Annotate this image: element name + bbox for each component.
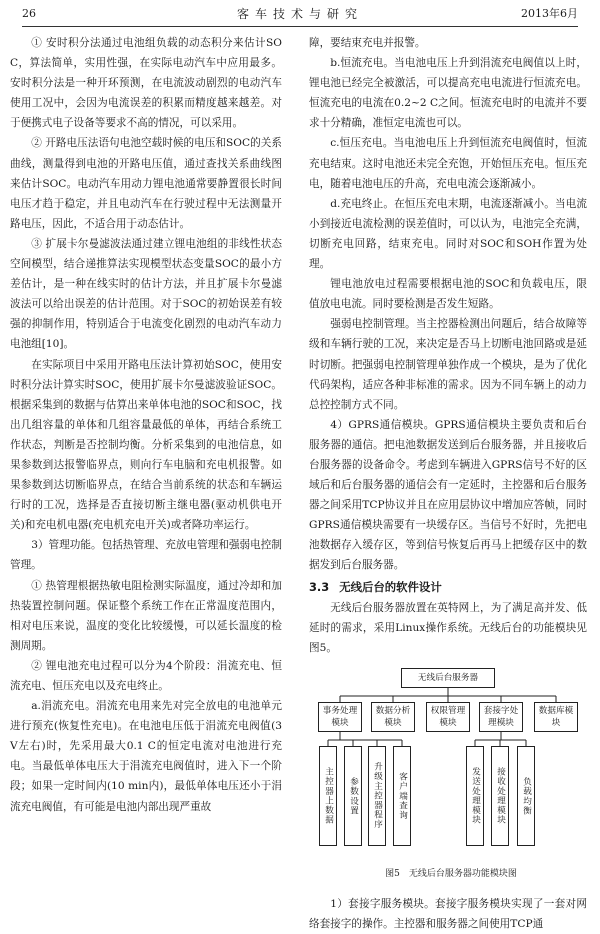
server-root-box: 无线后台服务器 — [401, 668, 495, 688]
submodule-box: 参数设置 — [344, 746, 362, 846]
section-number: 3.3 — [309, 579, 330, 594]
paragraph: ③ 扩展卡尔曼滤波法通过建立锂电池组的非线性状态空间模型，结合递推算法实现模型状态变量SOC的最小方差估计，是一种在线实时的估计方法，并且扩展卡尔曼滤波法可以给出误差的估计范围。对于SOC的初始误差有较强的抑制作用，特别适合于电流变化剧烈的电动汽车动力电池组[10]。 — [10, 237, 282, 351]
submodule-box: 发送处理模块 — [466, 746, 484, 846]
module-box: 事务处理模块 — [318, 702, 362, 732]
journal-title: 客车技术与研究 — [236, 7, 363, 21]
paragraph: 3）管理功能。包括热管理、充放电管理和强弱电控制管理。 — [10, 539, 282, 572]
module-box: 数据分析模块 — [371, 702, 415, 732]
submodule-box: 负载均衡 — [517, 746, 535, 846]
submodule-box: 接收处理模块 — [491, 746, 509, 846]
paragraph: 障，要结束充电并报警。 — [309, 37, 426, 49]
right-column — [309, 33, 587, 934]
figure-caption: 图5 无线后台服务器功能模块图 — [385, 868, 517, 879]
left-column — [10, 33, 282, 817]
paragraph: a.涓流充电。涓流充电用来先对完全放电的电池单元进行预充(恢复性充电)。在电池电压低于涓流充电阀值(3 V左右)时，先采用最大0.1 C的恒定电流对电池进行充电。当最低单体电压大于涓流充电阀值时，进入下一个阶段；如果一定时间内(10 min内)，最低单体电压还小于涓流充电阀值，有可能是电池内部出现严重故 — [10, 700, 282, 813]
submodule-box: 客户端查询 — [393, 746, 411, 846]
paragraph: ① 热管理根据热敏电阻检测实际温度，通过冷却和加热装置控制问题。保证整个系统工作在正常温度范围内，相对电压来说，温度的变化比较缓慢，可以延长温度的检测周期。 — [10, 579, 282, 652]
paragraph: b.恒流充电。当电池电压上升到涓流充电阀值以上时，锂电池已经完全被激活，可以提高充电电流进行恒流充电。恒流充电的电流在0.2~2 C之间。恒流充电时的电流并不要求十分精确，准恒定电流也可以。 — [309, 57, 587, 130]
submodule-box: 升级主控器程序 — [368, 746, 386, 846]
running-header — [22, 4, 578, 27]
paragraph: 无线后台服务器放置在英特网上，为了满足高并发、低延时的需求，采用Linux操作系统。无线后台的功能模块见图5。 — [309, 601, 587, 654]
paragraph: 在实际项目中采用开路电压法计算初始SOC，使用安时积分法计算实时SOC，使用扩展卡尔曼滤波验证SOC。根据采集到的数据与估算出来单体电池的SOC和SOC，找出几组容量的单体和几组容量最低的单体，再结合系统工作状态，判断是否控制均衡。分析采集到的电池信息，如果参数到达报警临界点，则向行车电脑和充电机报警。如果参数到达切断临界点，在结合当前系统的状态和车辆运行时的工况，选择是否直接切断主继电器(驱动机供电开关)和充电机电器(充电机充电开关)或者降功率运行。 — [10, 358, 282, 532]
module-box: 数据库模块 — [534, 702, 578, 732]
section-heading — [309, 577, 587, 597]
paragraph: 4）GPRS通信模块。GPRS通信模块主要负责和后台服务器的通信。把电池数据发送到后台服务器，并且接收后台服务器的设备命令。考虑到车辆进入GPRS信号不好的区域后和后台服务器的通信会有一定延时，主控器和后台服务器之间采用TCP协议并且在应用层协议中增加应答帧，同时GPRS通信模块需要有一块缓存区。当信号不好时，先把电池数据存入缓存区，等到信号恢复后再马上把缓存区中的数据发到后台服务器。 — [309, 418, 587, 572]
paragraph: 锂电池放电过程需要根据电池的SOC和负载电压，限值放电电流。同时要检测是否发生短路。 — [309, 278, 587, 311]
module-box: 套接字处理模块 — [479, 702, 523, 732]
submodule-box: 主控器上数据 — [319, 746, 337, 846]
paragraph: ② 开路电压法语句电池空载时候的电压和SOC的关系曲线，测量得到电池的开路电压值，通过查找关系曲线图来估计SOC。电动汽车用动力锂电池通常要静置很长时间电压才趋于稳定，并且电动汽车在行驶过程中无法测量开路电压，因此，不适合用于动态估计。 — [10, 137, 282, 230]
section-title: 无线后台的软件设计 — [339, 579, 442, 594]
paragraph: c.恒压充电。当电池电压上升到恒流充电阀值时，恒流充电结束。这时电池还未完全充饱，开始恒压充电。恒压充电，随着电池电压的升高，充电电流会逐渐减小。 — [309, 137, 587, 190]
figure-5 — [315, 662, 587, 894]
paragraph: 1）套接字服务模块。套接字服务模块实现了一套对网络套接字的操作。主控器和服务器之间使用TCP通 — [309, 897, 587, 930]
paragraph: ② 锂电池充电过程可以分为4个阶段：涓流充电、恒流充电、恒压充电以及充电终止。 — [10, 659, 282, 692]
module-box: 权限管理模块 — [426, 702, 470, 732]
paragraph: d.充电终止。在恒压充电末期，电流逐渐减小。当电流小到接近电流检测的误差值时，可以认为，电池完全充满，切断充电回路，结束充电。同时对SOC和SOH作置为处理。 — [309, 197, 587, 271]
issue-date: 2013年6月 — [521, 7, 578, 20]
paragraph: ① 安时积分法通过电池组负载的动态积分来估计SOC，算法简单，实用性强，在实际电动汽车中应用最多。安时积分法是一种开环预测，在电流波动剧烈的电动汽车使用工况中，会因为电流误差的积累而精度越来越差。对于便携式电子设备等要求不高的情况，可以采用。 — [10, 37, 282, 130]
page-number: 26 — [22, 7, 36, 20]
paragraph: 强弱电控制管理。当主控器检测出问题后，结合故障等级和车辆行驶的工况，来决定是否马上切断电池回路或是延时切断。把强弱电控制管理单独作成一个模块，是为了优化代码架构，适应各种非标准的需求。因为不同车辆上的动力总控控制方式不同。 — [309, 318, 587, 411]
